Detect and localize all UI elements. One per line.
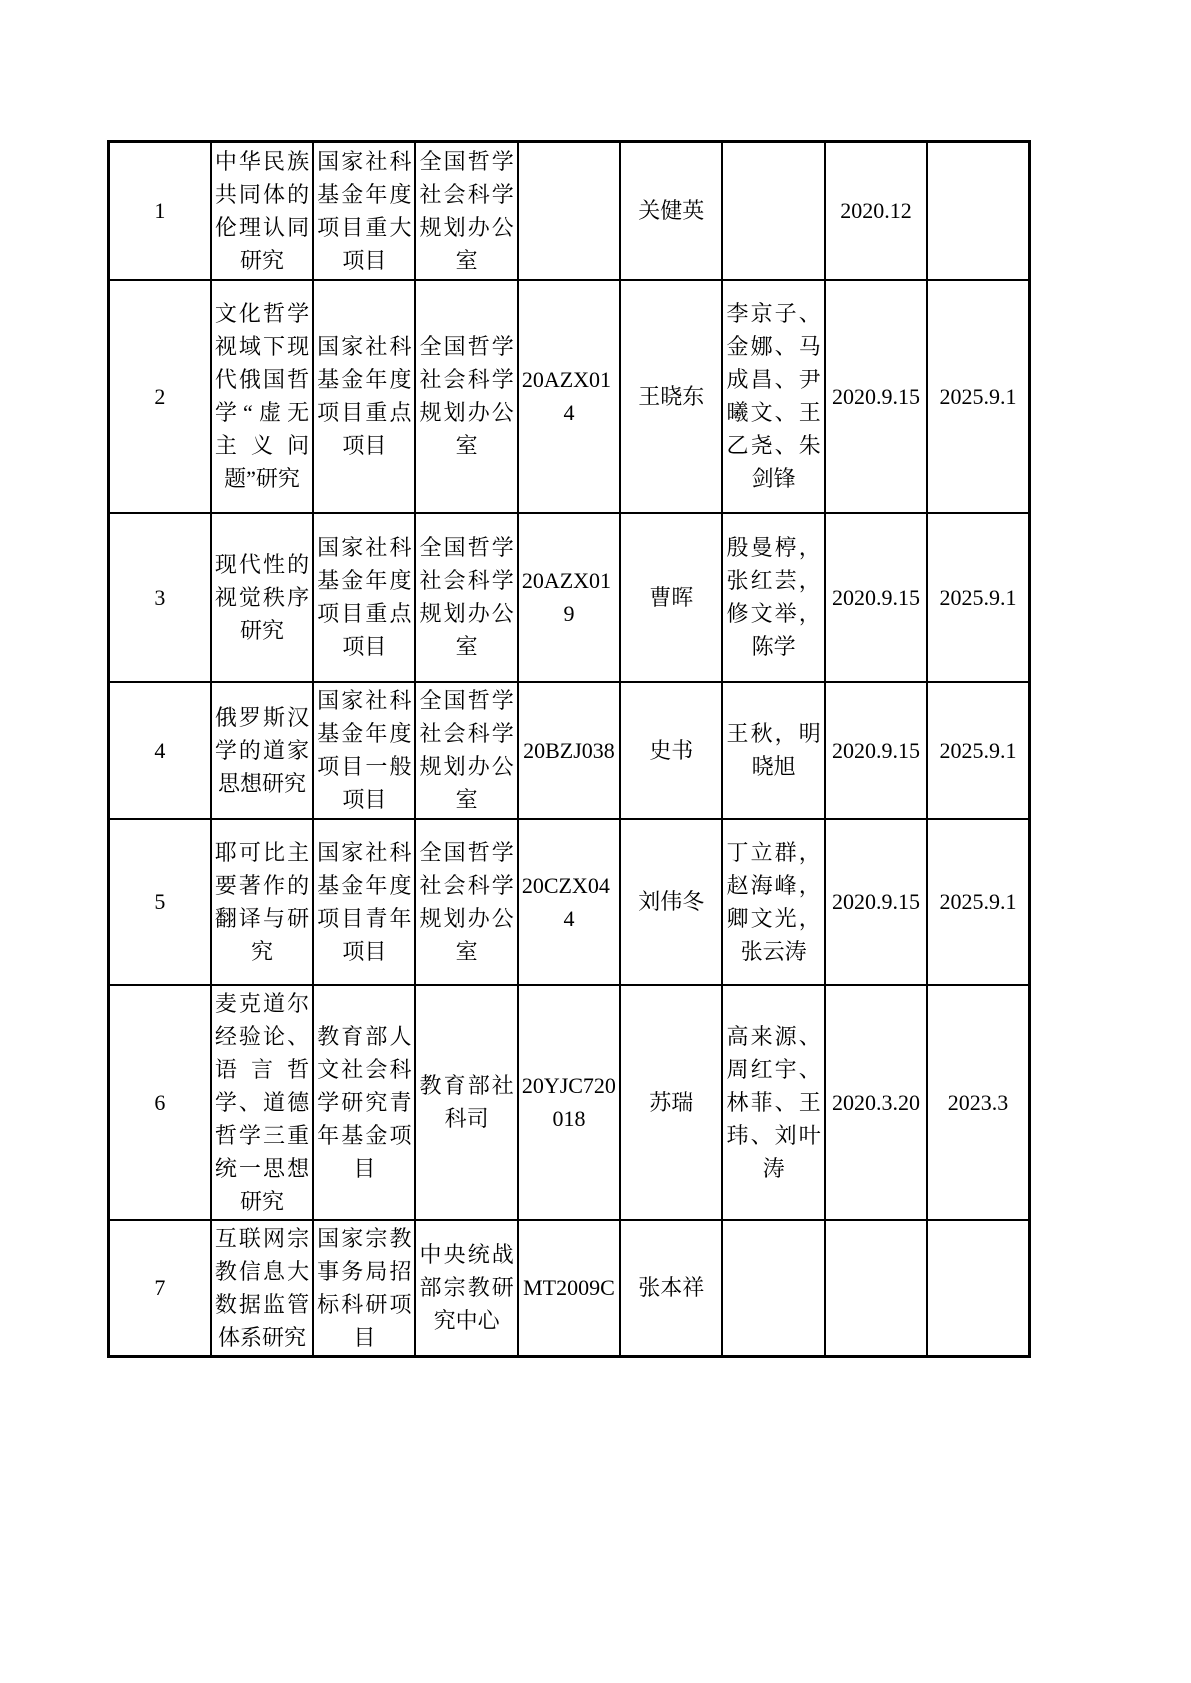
cell-row-number: 7 [109, 1220, 211, 1357]
cell-start-date: 2020.12 [825, 142, 927, 280]
cell-start-date: 2020.9.15 [825, 819, 927, 985]
cell-project-leader: 刘伟冬 [620, 819, 722, 985]
cell-project-number: 20CZX044 [518, 819, 620, 985]
cell-project-category: 国家社科基金年度项目重大项目 [313, 142, 415, 280]
cell-project-category: 国家社科基金年度项目青年项目 [313, 819, 415, 985]
cell-project-number: 20AZX019 [518, 513, 620, 682]
cell-end-date: 2025.9.1 [927, 682, 1029, 819]
cell-row-number: 4 [109, 682, 211, 819]
cell-project-category: 教育部人文社会科学研究青年基金项目 [313, 985, 415, 1220]
cell-end-date: 2025.9.1 [927, 280, 1029, 513]
cell-team-members: 李京子、金娜、马成昌、尹曦文、王乙尧、朱剑锋 [722, 280, 824, 513]
cell-team-members: 殷曼楟，张红芸，修文举，陈学 [722, 513, 824, 682]
cell-project-title: 耶可比主要著作的翻译与研究 [211, 819, 313, 985]
cell-team-members: 高来源、周红宇、林菲、王玮、刘叶涛 [722, 985, 824, 1220]
cell-approving-office: 全国哲学社会科学规划办公室 [415, 682, 517, 819]
cell-project-category: 国家社科基金年度项目重点项目 [313, 280, 415, 513]
cell-project-number: 20YJC720018 [518, 985, 620, 1220]
cell-project-leader: 曹晖 [620, 513, 722, 682]
cell-team-members: 丁立群，赵海峰，卿文光，张云涛 [722, 819, 824, 985]
cell-project-title: 麦克道尔经验论、语言哲学、道德哲学三重统一思想研究 [211, 985, 313, 1220]
cell-approving-office: 全国哲学社会科学规划办公室 [415, 819, 517, 985]
cell-project-title: 俄罗斯汉学的道家思想研究 [211, 682, 313, 819]
table-row [109, 1220, 1030, 1357]
table-row [109, 513, 1030, 682]
cell-start-date [825, 1220, 927, 1357]
cell-end-date: 2025.9.1 [927, 819, 1029, 985]
cell-row-number: 6 [109, 985, 211, 1220]
cell-row-number: 3 [109, 513, 211, 682]
cell-team-members: 王秋，明晓旭 [722, 682, 824, 819]
cell-project-category: 国家社科基金年度项目重点项目 [313, 513, 415, 682]
cell-start-date: 2020.9.15 [825, 513, 927, 682]
cell-end-date: 2025.9.1 [927, 513, 1029, 682]
cell-project-title: 文化哲学视域下现代俄国哲学“虚无主义问题”研究 [211, 280, 313, 513]
cell-project-number: 20BZJ038 [518, 682, 620, 819]
cell-approving-office: 中央统战部宗教研究中心 [415, 1220, 517, 1357]
cell-project-number [518, 142, 620, 280]
table-row [109, 682, 1030, 819]
cell-start-date: 2020.3.20 [825, 985, 927, 1220]
cell-project-title: 中华民族共同体的伦理认同研究 [211, 142, 313, 280]
cell-end-date: 2023.3 [927, 985, 1029, 1220]
cell-team-members [722, 142, 824, 280]
research-projects-table [107, 140, 1031, 1358]
cell-project-title: 现代性的视觉秩序研究 [211, 513, 313, 682]
table-body [109, 142, 1030, 1357]
cell-project-leader: 张本祥 [620, 1220, 722, 1357]
cell-project-leader: 史书 [620, 682, 722, 819]
cell-project-leader: 王晓东 [620, 280, 722, 513]
cell-approving-office: 教育部社科司 [415, 985, 517, 1220]
table-row [109, 985, 1030, 1220]
cell-end-date [927, 1220, 1029, 1357]
cell-approving-office: 全国哲学社会科学规划办公室 [415, 142, 517, 280]
cell-row-number: 5 [109, 819, 211, 985]
cell-project-category: 国家宗教事务局招标科研项目 [313, 1220, 415, 1357]
cell-project-category: 国家社科基金年度项目一般项目 [313, 682, 415, 819]
cell-end-date [927, 142, 1029, 280]
table-row [109, 142, 1030, 280]
cell-row-number: 2 [109, 280, 211, 513]
cell-start-date: 2020.9.15 [825, 280, 927, 513]
cell-project-leader: 苏瑞 [620, 985, 722, 1220]
cell-approving-office: 全国哲学社会科学规划办公室 [415, 513, 517, 682]
cell-approving-office: 全国哲学社会科学规划办公室 [415, 280, 517, 513]
cell-start-date: 2020.9.15 [825, 682, 927, 819]
cell-project-number: MT2009C [518, 1220, 620, 1357]
table-row [109, 280, 1030, 513]
table-row [109, 819, 1030, 985]
cell-row-number: 1 [109, 142, 211, 280]
cell-project-number: 20AZX014 [518, 280, 620, 513]
cell-project-title: 互联网宗教信息大数据监管体系研究 [211, 1220, 313, 1357]
cell-team-members [722, 1220, 824, 1357]
cell-project-leader: 关健英 [620, 142, 722, 280]
